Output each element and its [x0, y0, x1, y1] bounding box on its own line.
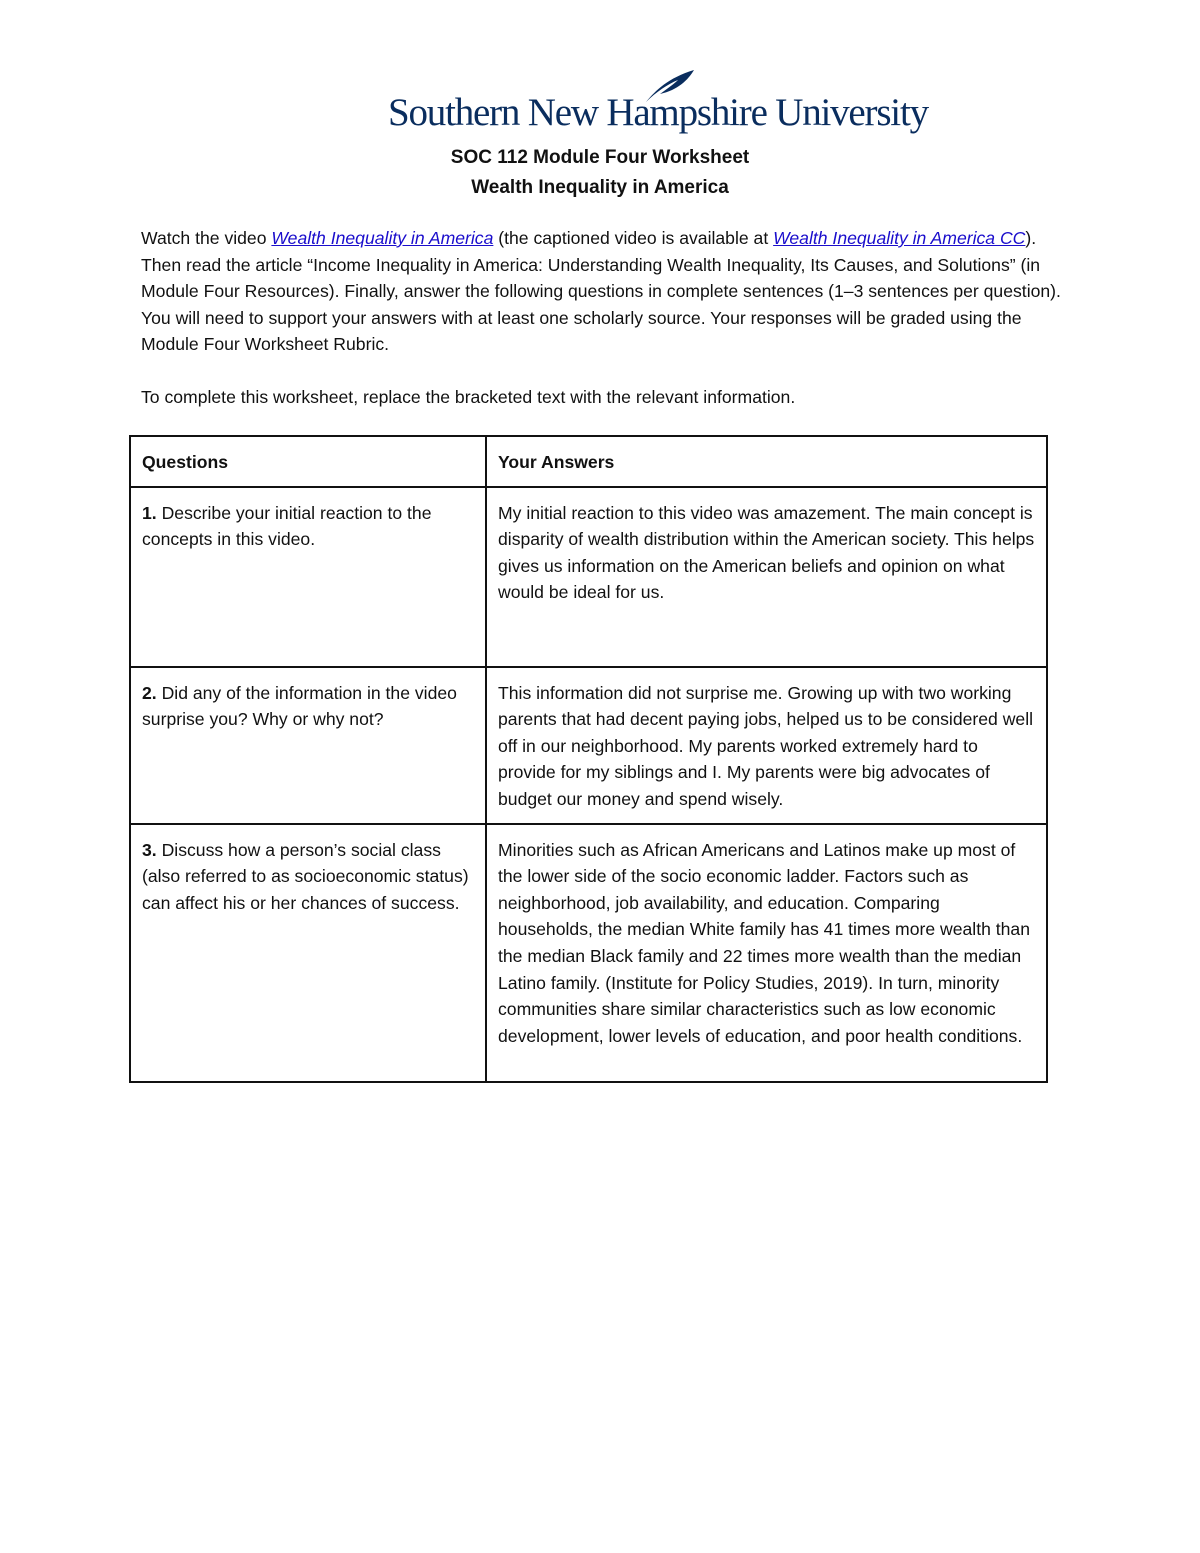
- questions-table: [129, 435, 1048, 1083]
- intro-rest: ). Then read the article “Income Inequality in America: Understanding Wealth Inequality, Its Causes, and Solutions” (in Module Four Resources). Finally, answer the following questions in complete sentences (1–3 sentences per question). You will need to support your answers with at least one scholarly source. Your responses will be graded using the Module Four Worksheet Rubric.: [141, 228, 1061, 355]
- instruction-text: To complete this worksheet, replace the bracketed text with the relevant information.: [141, 387, 796, 407]
- table-row: [130, 667, 1047, 824]
- question-cell: [130, 667, 486, 824]
- table-header-row: [130, 436, 1047, 487]
- question-number: 3.: [142, 839, 157, 860]
- intro-paragraph: [141, 225, 1061, 358]
- question-text: Discuss how a person’s social class (also referred to as socioeconomic status) can affect his or her chances of success.: [142, 839, 469, 913]
- video-link[interactable]: Wealth Inequality in America: [271, 228, 494, 248]
- page-title: SOC 112 Module Four Worksheet: [450, 147, 750, 168]
- question-cell: [130, 824, 486, 1082]
- question-text: Did any of the information in the video surprise you? Why or why not?: [142, 682, 457, 730]
- intro-lead: Watch the video: [141, 228, 272, 248]
- question-text: Describe your initial reaction to the concepts in this video.: [142, 502, 432, 550]
- university-logo: [388, 68, 928, 138]
- question-number: 1.: [142, 502, 157, 523]
- answer-cell[interactable]: My initial reaction to this video was amazement. The main concept is disparity of wealth distribution within the American society. This helps gives us information on the American beliefs and opinion on what would be ideal for us.: [486, 487, 1047, 667]
- table-row: [130, 487, 1047, 667]
- header-questions: Questions: [130, 436, 486, 487]
- question-number: 2.: [142, 682, 157, 703]
- captioned-video-link[interactable]: Wealth Inequality in America CC: [773, 228, 1026, 248]
- answer-cell[interactable]: This information did not surprise me. Growing up with two working parents that had decent paying jobs, helped us to be considered well off in our neighborhood. My parents worked extremely hard to provide for my siblings and I. My parents were big advocates of budget our money and spend wisely.: [486, 667, 1047, 824]
- table-row: [130, 824, 1047, 1082]
- answer-cell[interactable]: Minorities such as African Americans and Latinos make up most of the lower side of the socio economic ladder. Factors such as neighborhood, job availability, and education. Comparing households, the median White family has 41 times more wealth than the median Black family and 22 times more wealth than the median Latino family. (Institute for Policy Studies, 2019). In turn, minority communities share similar characteristics such as low economic development, lower levels of education, and poor health conditions.: [486, 824, 1047, 1082]
- question-cell: [130, 487, 486, 667]
- title-block: [0, 143, 1200, 203]
- intro-mid: (the captioned video is available at: [493, 228, 774, 248]
- logo-text: Southern New Hampshire University: [388, 91, 928, 134]
- header-answers: Your Answers: [486, 436, 1047, 487]
- page-subtitle: Wealth Inequality in America: [471, 177, 729, 198]
